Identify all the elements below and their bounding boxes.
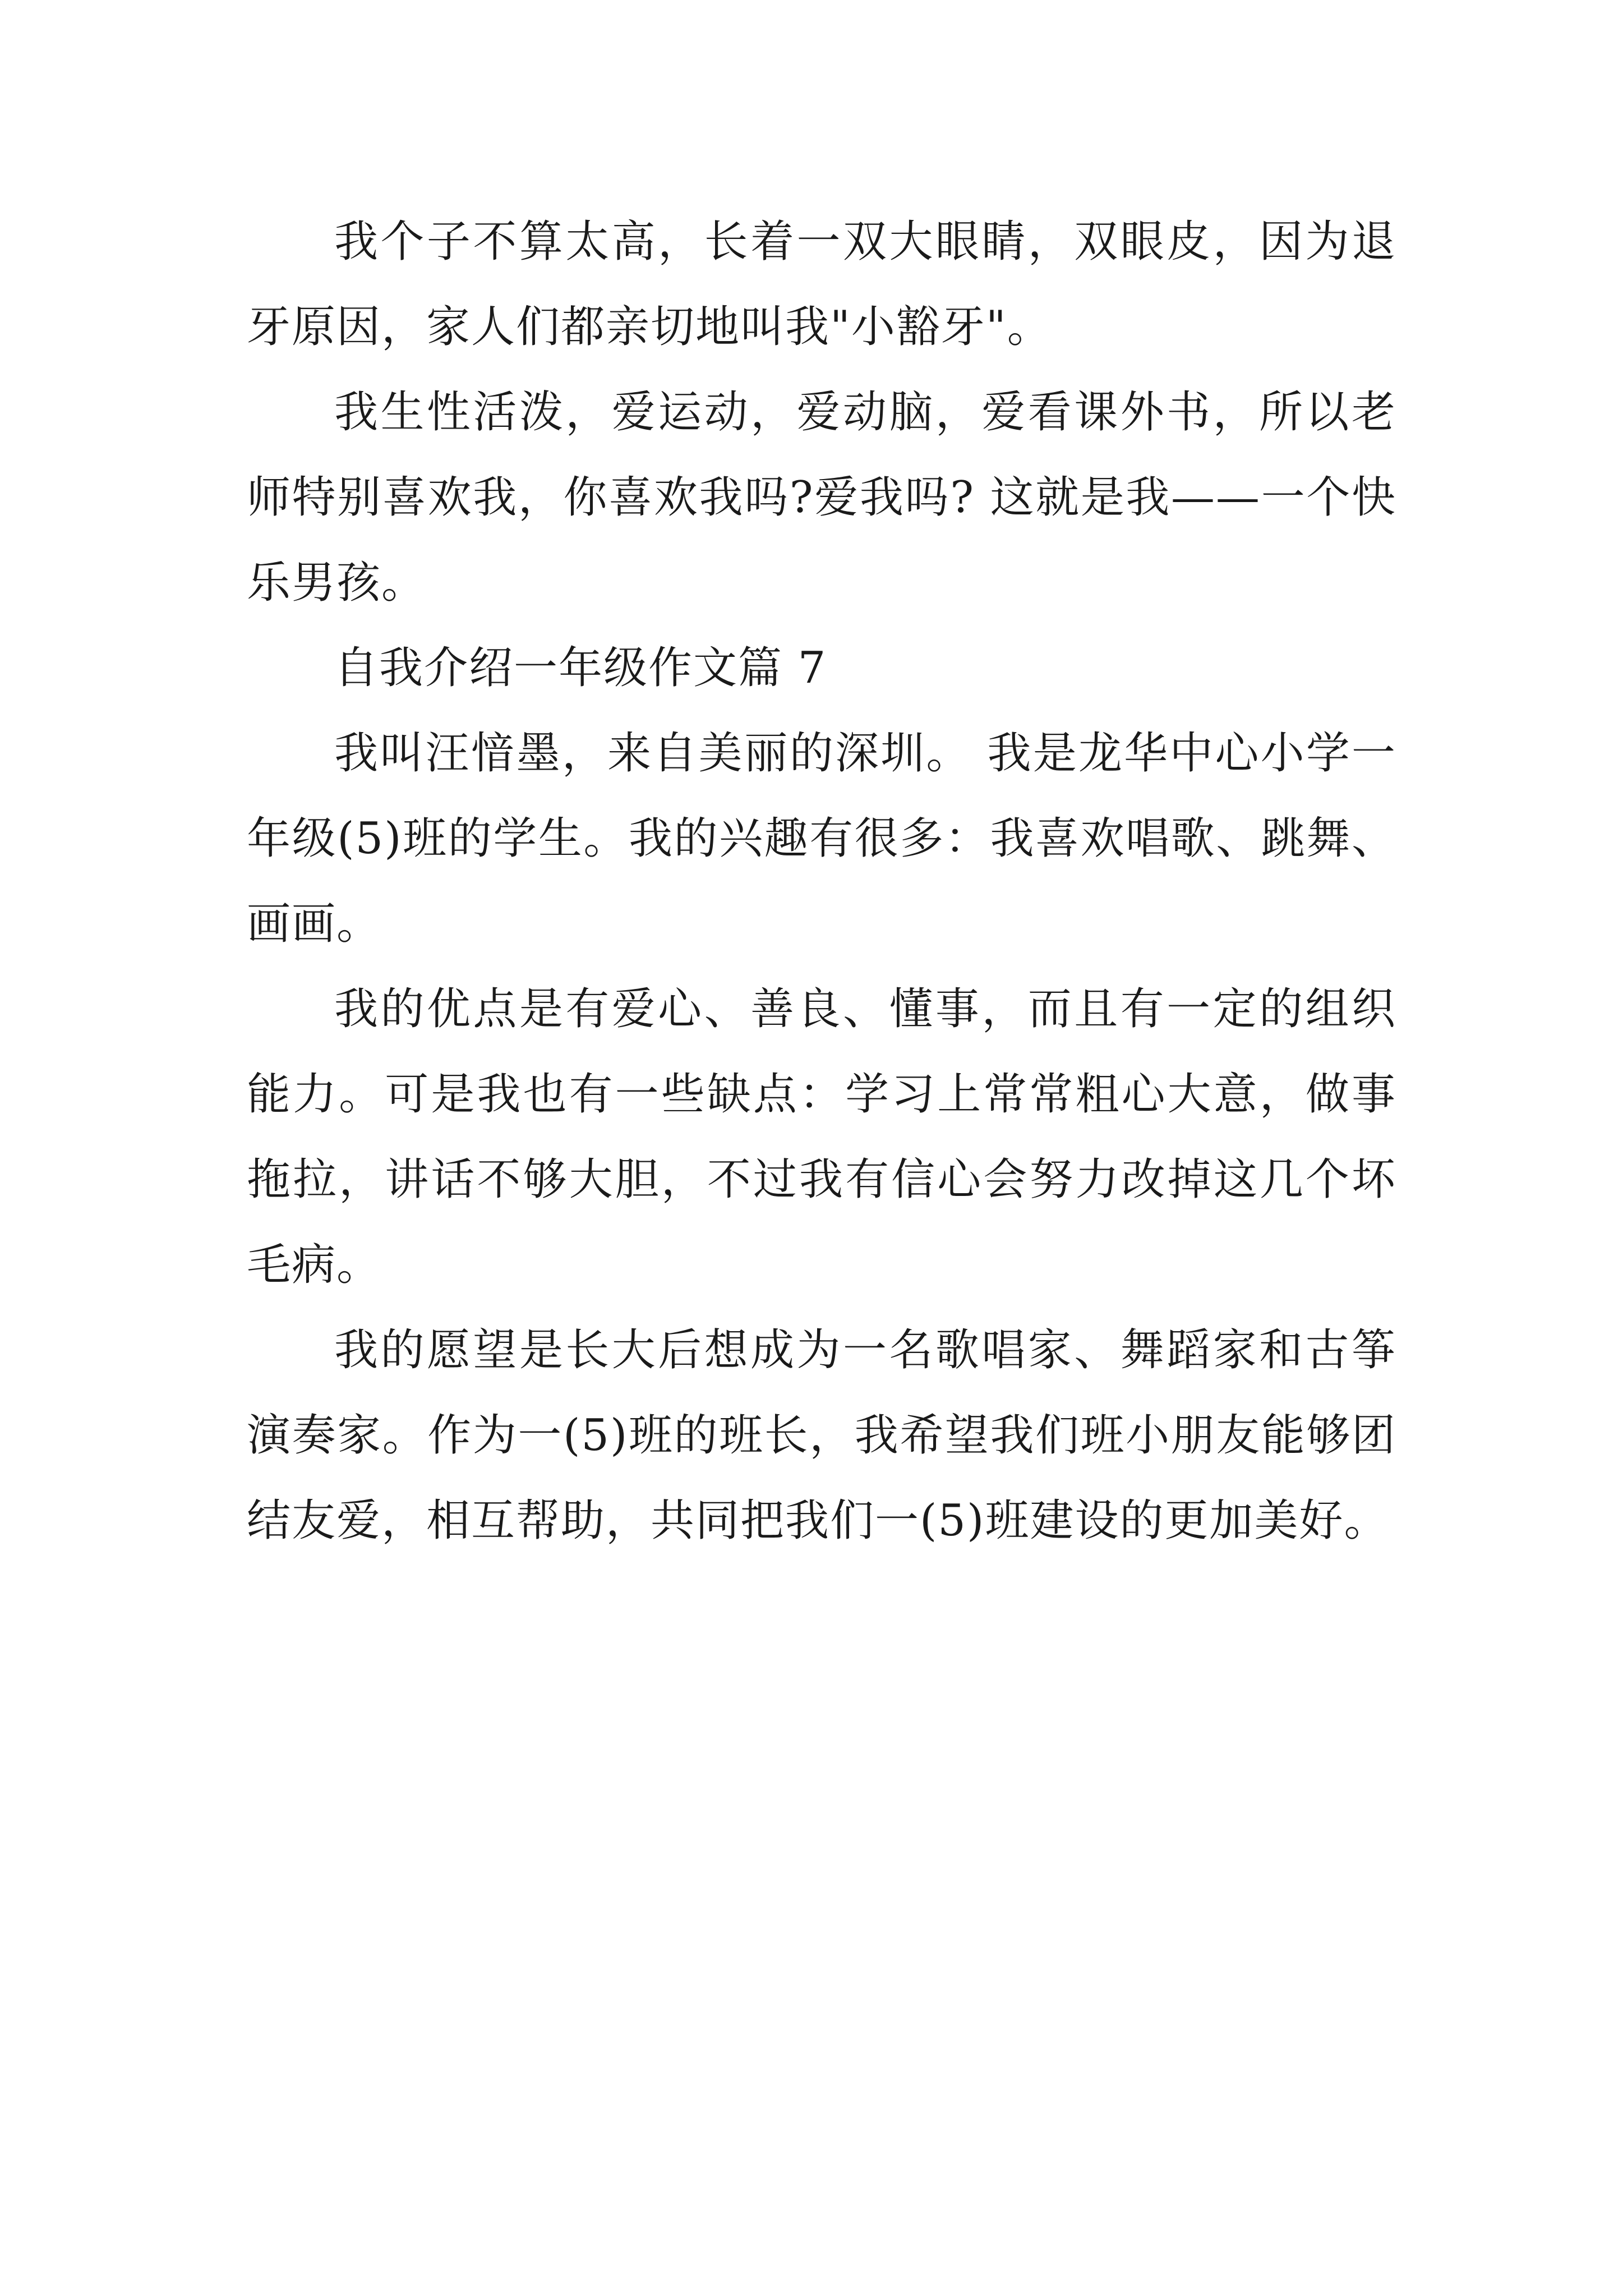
paragraph-strengths: 我的优点是有爱心、善良、懂事，而且有一定的组织能力。可是我也有一些缺点：学习上常常粗心大意，做事拖拉，讲话不够大胆，不过我有信心会努力改掉这几个坏毛病。 bbox=[247, 984, 1396, 1290]
document-body bbox=[247, 199, 1396, 1563]
paragraph-wishes: 我的愿望是长大后想成为一名歌唱家、舞蹈家和古筝演奏家。作为一(5)班的班长，我希望我们班小朋友能够团结友爱，相互帮助，共同把我们一(5)班建设的更加美好。 bbox=[247, 1325, 1396, 1546]
paragraph-introduction: 我叫汪愔墨，来自美丽的深圳。 我是龙华中心小学一年级(5)班的学生。我的兴趣有很多：我喜欢唱歌、跳舞、画画。 bbox=[247, 728, 1396, 949]
paragraph-personality: 我生性活泼，爱运动，爱动脑，爱看课外书，所以老师特别喜欢我，你喜欢我吗?爱我吗? 这就是我——一个快乐男孩。 bbox=[247, 387, 1396, 608]
paragraph-appearance: 我个子不算太高，长着一双大眼睛，双眼皮，因为退牙原因，家人们都亲切地叫我"小豁牙"。 bbox=[247, 217, 1396, 352]
section-title: 自我介绍一年级作文篇 7 bbox=[334, 643, 827, 693]
